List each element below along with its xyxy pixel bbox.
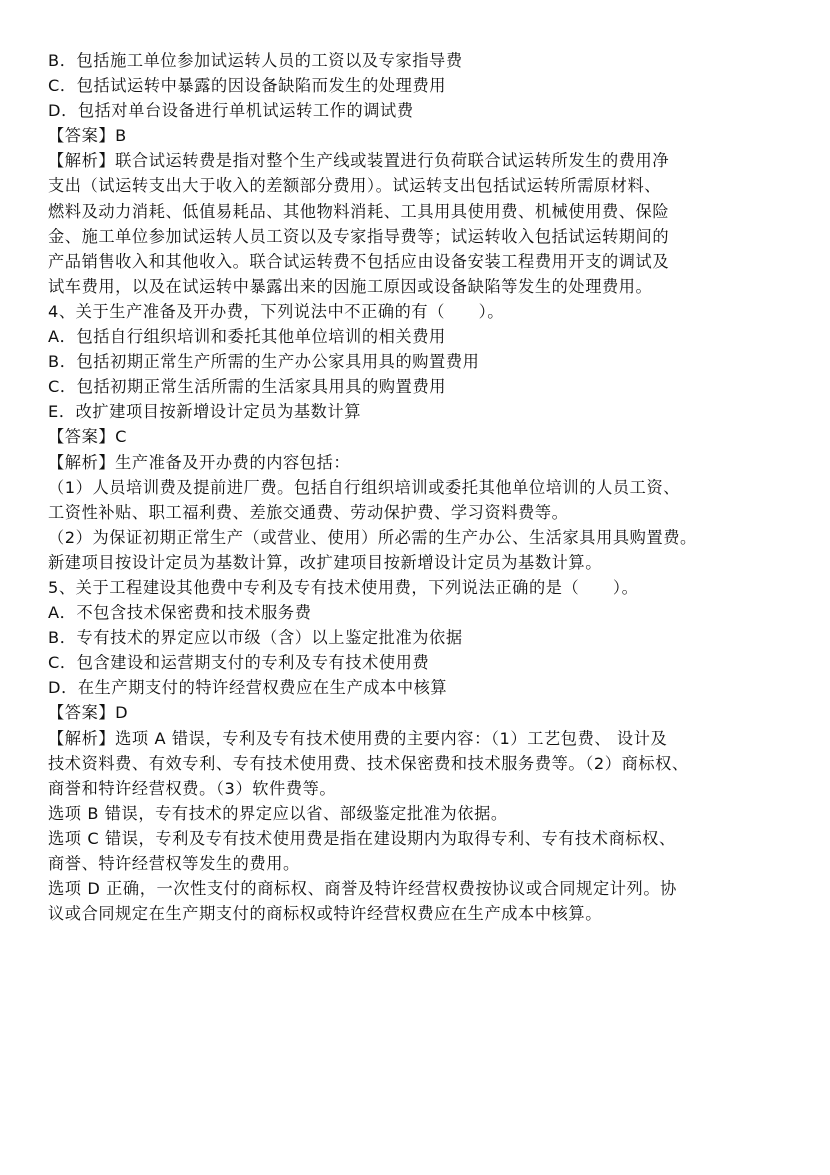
answer-line: 【答案】B	[48, 126, 127, 146]
option-b-line: B．包括初期正常生产所需的生产办公家具用具的购置费用	[48, 352, 480, 372]
option-a-line: A．包括自行组织培训和委托其他单位培训的相关费用	[48, 327, 446, 347]
analysis-line: 【解析】生产准备及开办费的内容包括：	[48, 452, 351, 472]
question-5-line: 5、关于工程建设其他费中专利及专有技术使用费，下列说法正确的是（ ）。	[48, 577, 639, 597]
question-4-line: 4、关于生产准备及开办费，下列说法中不正确的有（ ）。	[48, 301, 505, 321]
analysis-line: 工资性补贴、职工福利费、差旅交通费、劳动保护费、学习资料费等。	[48, 502, 569, 522]
analysis-line: 技术资料费、有效专利、专有技术使用费、技术保密费和技术服务费等。（2）商标权、	[48, 753, 689, 773]
analysis-line: 燃料及动力消耗、低值易耗品、其他物料消耗、工具用具使用费、机械使用费、保险	[48, 201, 670, 221]
option-b-line: B．包括施工单位参加试运转人员的工资以及专家指导费	[48, 51, 463, 70]
analysis-line: 新建项目按设计定员为基数计算，改扩建项目按新增设计定员为基数计算。	[48, 552, 602, 572]
analysis-line: 议或合同规定在生产期支付的商标权或特许经营权费应在生产成本中核算。	[48, 904, 602, 924]
analysis-line: （1）人员培训费及提前进厂费。包括自行组织培训或委托其他单位培训的人员工资、	[48, 477, 681, 497]
analysis-line: 选项 C 错误，专利及专有技术使用费是指在建设期内为取得专利、专有技术商标权、	[48, 828, 676, 848]
answer-line: 【答案】D	[48, 703, 129, 723]
option-b-line: B．专有技术的界定应以市级（含）以上鉴定批准为依据	[48, 628, 463, 648]
analysis-line: 商誉和特许经营权费。（3）软件费等。	[48, 778, 337, 798]
option-a-line: A．不包含技术保密费和技术服务费	[48, 603, 312, 623]
answer-line: 【答案】C	[48, 427, 128, 447]
analysis-line: 支出（试运转支出大于收入的差额部分费用）。试运转支出包括试运转所需原材料、	[48, 176, 662, 196]
analysis-line: 选项 D 正确，一次性支付的商标权、商誉及特许经营权费按协议或合同规定计列。协	[48, 879, 677, 899]
option-e-line: E．改扩建项目按新增设计定员为基数计算	[48, 402, 362, 422]
analysis-line: 选项 B 错误，专有技术的界定应以省、部级鉴定批准为依据。	[48, 803, 508, 823]
analysis-line: （2）为保证初期正常生产（或营业、使用）所必需的生产办公、生活家具用具购置费。	[48, 527, 697, 547]
option-c-line: C．包含建设和运营期支付的专利及专有技术使用费	[48, 653, 430, 673]
option-c-line: C．包括试运转中暴露的因设备缺陷而发生的处理费用	[48, 76, 447, 96]
analysis-line: 产品销售收入和其他收入。联合试运转费不包括应由设备安装工程费用开支的调试及	[48, 251, 670, 271]
analysis-line: 试车费用，以及在试运转中暴露出来的因施工原因或设备缺陷等发生的处理费用。	[48, 276, 653, 296]
analysis-line: 【解析】联合试运转费是指对整个生产线或装置进行负荷联合试运转所发生的费用净	[48, 151, 670, 171]
option-d-line: D．在生产期支付的特许经营权费应在生产成本中核算	[48, 678, 448, 698]
analysis-line: 【解析】选项 A 错误，专利及专有技术使用费的主要内容：（1）工艺包费、 设计及	[48, 728, 668, 748]
document-page	[48, 48, 788, 926]
analysis-line: 金、施工单位参加试运转人员工资以及专家指导费等；试运转收入包括试运转期间的	[48, 226, 670, 246]
option-d-line: D．包括对单台设备进行单机试运转工作的调试费	[48, 101, 414, 121]
option-c-line: C．包括初期正常生活所需的生活家具用具的购置费用	[48, 377, 447, 397]
analysis-line: 商誉、特许经营权等发生的费用。	[48, 854, 300, 873]
